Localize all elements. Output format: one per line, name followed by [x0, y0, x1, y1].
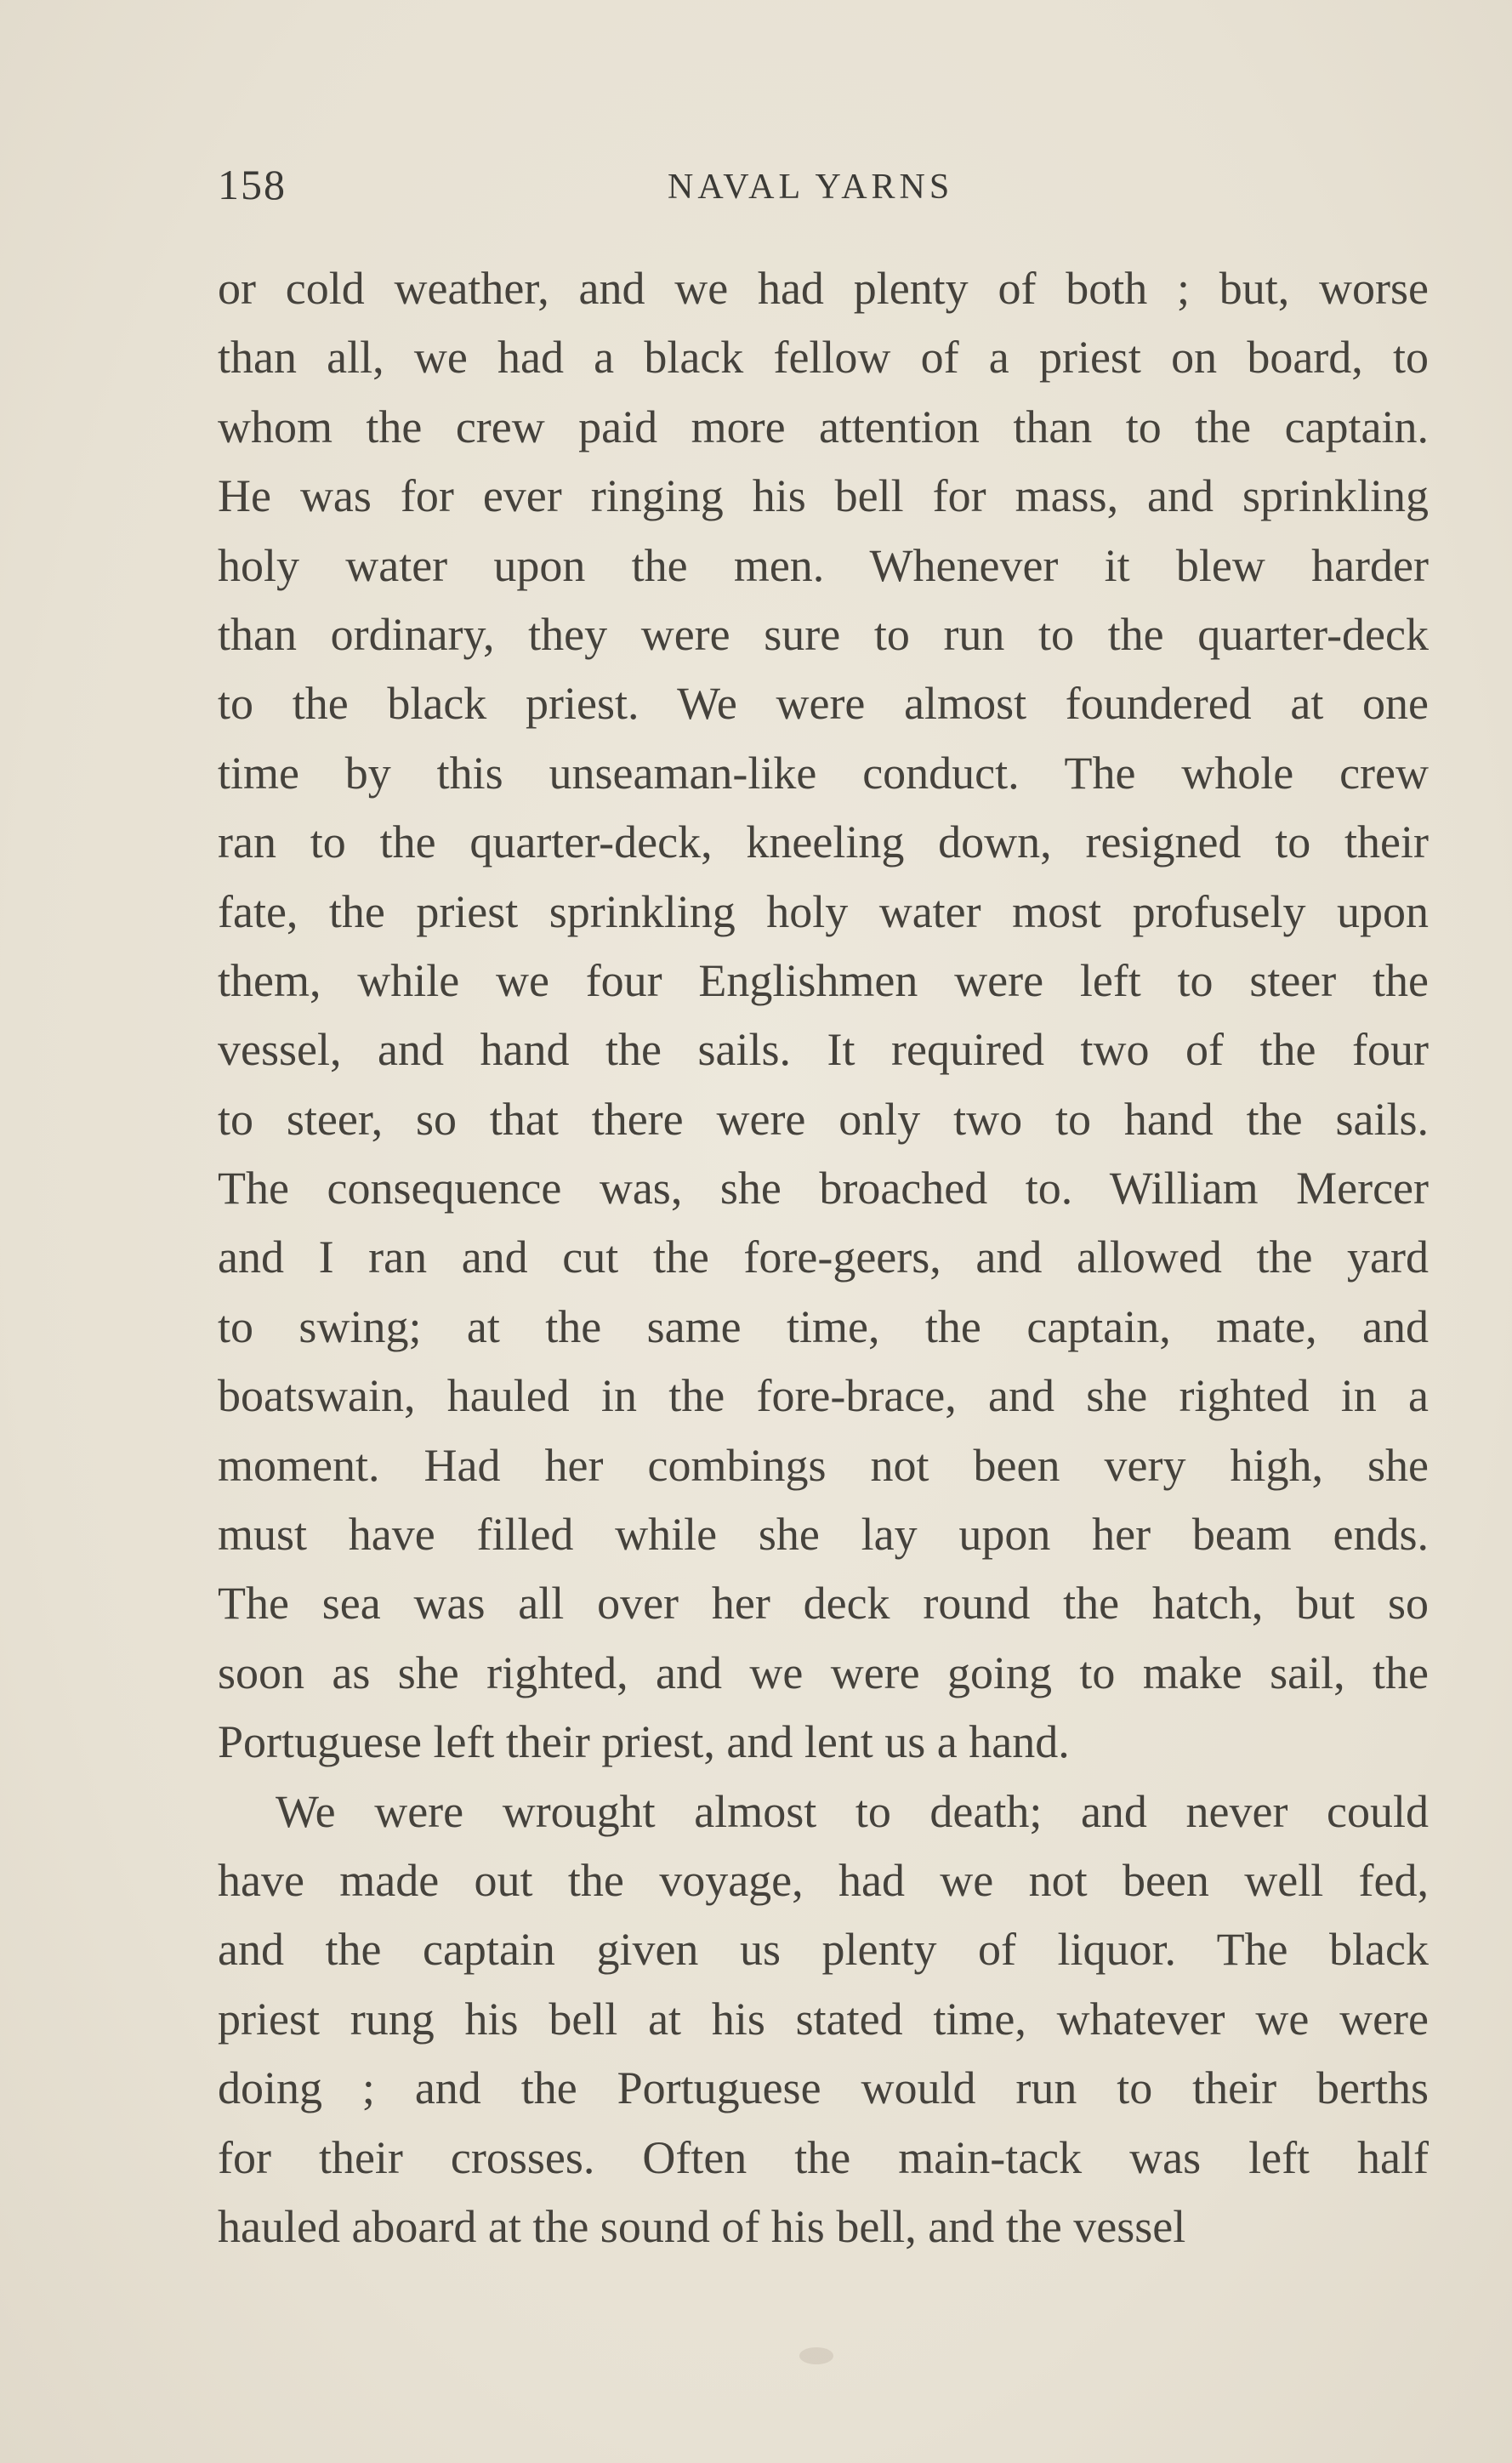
paragraph	[218, 254, 1429, 1778]
body-text	[218, 254, 1429, 2261]
text-line: and the captain given us plenty of liquor. The black	[218, 1924, 1429, 1976]
text-line: whom the crew paid more attention than to the captain.	[218, 401, 1429, 452]
text-line: or cold weather, and we had plenty of both ; but, worse	[218, 263, 1429, 314]
text-line: ran to the quarter-deck, kneeling down, resigned to their	[218, 816, 1429, 868]
page-number: 158	[218, 161, 287, 208]
text-line: We were wrought almost to death; and never could	[276, 1785, 1429, 1837]
text-line: Portuguese left their priest, and lent us a hand.	[218, 1716, 1070, 1768]
text-line: and I ran and cut the fore-geers, and allowed the yard	[218, 1232, 1429, 1283]
text-line: holy water upon the men. Whenever it blew harder	[218, 539, 1429, 591]
text-line: time by this unseaman-like conduct. The whole crew	[218, 747, 1429, 799]
text-line: have made out the voyage, had we not been well fed,	[218, 1854, 1429, 1906]
text-line: priest rung his bell at his stated time, whatever we were	[218, 1993, 1429, 2045]
text-line: He was for ever ringing his bell for mass, and sprinkling	[218, 470, 1429, 522]
text-line: to steer, so that there were only two to hand the sails.	[218, 1093, 1429, 1145]
text-line: The sea was all over her deck round the hatch, but so	[218, 1578, 1429, 1630]
text-line: vessel, and hand the sails. It required two of the four	[218, 1024, 1429, 1076]
text-line: The consequence was, she broached to. William Mercer	[218, 1163, 1429, 1214]
text-line: fate, the priest sprinkling holy water most profusely upon	[218, 885, 1429, 937]
running-title: NAVAL YARNS	[668, 168, 954, 207]
text-line: to swing; at the same time, the captain, mate, and	[218, 1300, 1429, 1352]
page-smudge	[799, 2347, 833, 2364]
paragraph	[218, 1778, 1429, 2262]
text-line: soon as she righted, and we were going to make sail, the	[218, 1647, 1429, 1698]
text-line: than ordinary, they were sure to run to the quarter-deck	[218, 608, 1429, 660]
text-line: hauled aboard at the sound of his bell, and the vessel	[218, 2200, 1186, 2252]
text-line: them, while we four Englishmen were left to steer the	[218, 954, 1429, 1006]
text-line: to the black priest. We were almost foundered at one	[218, 678, 1429, 730]
text-line: boatswain, hauled in the fore-brace, and she righted in a	[218, 1370, 1429, 1422]
text-line: moment. Had her combings not been very high, she	[218, 1439, 1429, 1491]
text-line: doing ; and the Portuguese would run to their berths	[218, 2062, 1429, 2114]
text-line: for their crosses. Often the main-tack was left half	[218, 2131, 1429, 2183]
running-head	[218, 160, 1434, 211]
text-line: than all, we had a black fellow of a priest on board, to	[218, 332, 1429, 384]
text-line: must have filled while she lay upon her beam ends.	[218, 1509, 1429, 1561]
